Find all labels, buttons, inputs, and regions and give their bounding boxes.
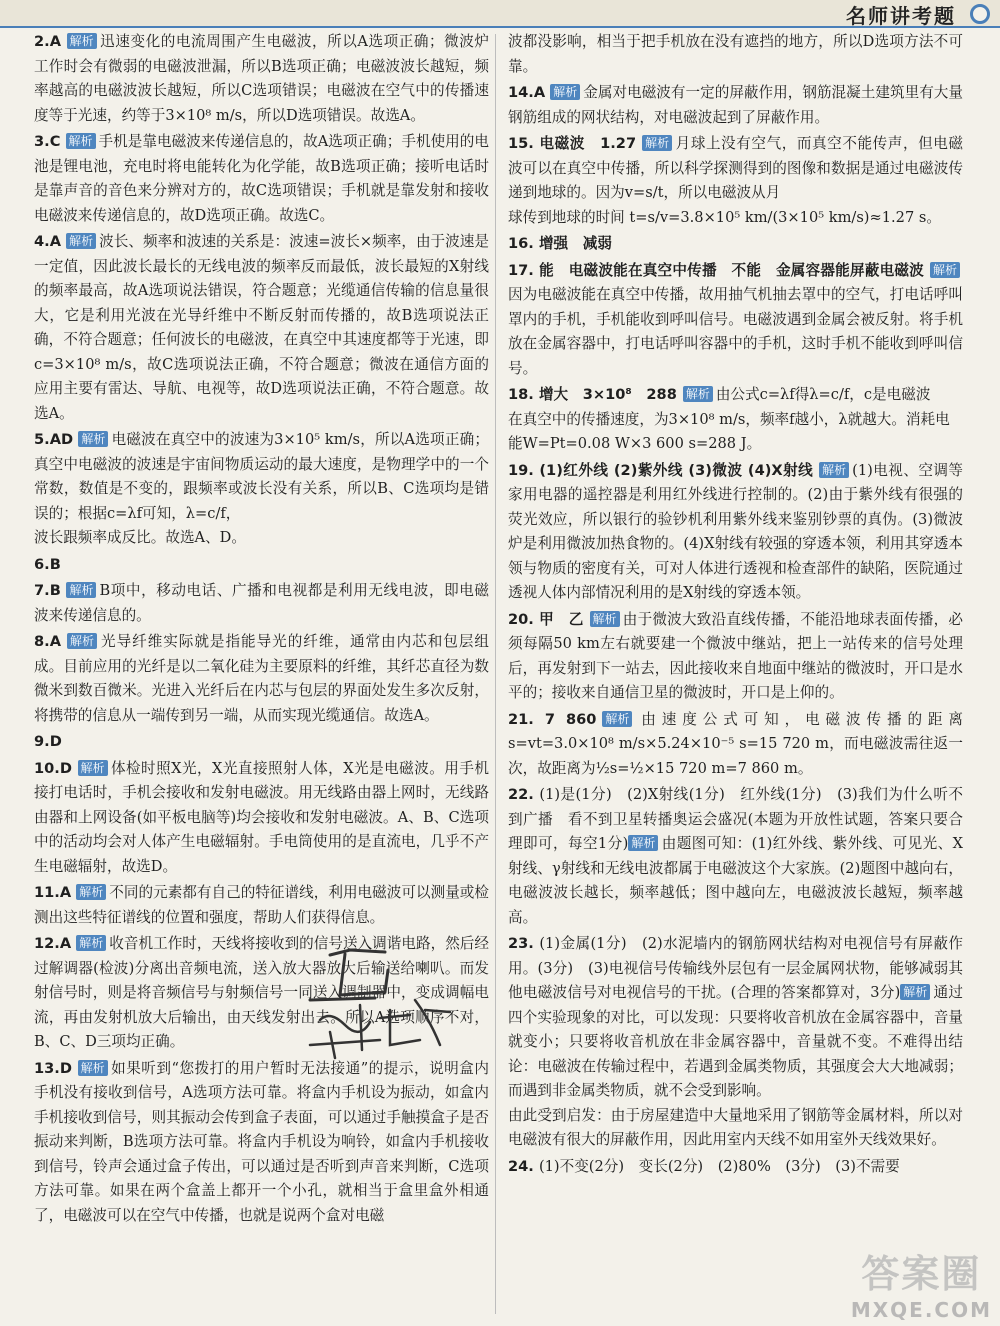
answer-item — [34, 428, 489, 551]
question-number: 11.A — [34, 884, 77, 901]
answer-text: (1)红外线 (2)紫外线 (3)微波 (4)X射线 — [539, 461, 814, 479]
explanation-text: 如果听到“您拨打的用户暂时无法接通”的提示，说明盒内手机没有接收到信号，A选项方法可靠。将盒内手机设为振动，如盒内手机接收到信号，则其振动会传到盒子表面，可以通过手触摸盒子是否振动来判断，B选项方法可靠。将盒内手机设为响铃，如盒内手机接收到信号，铃声会通过盒子传出，可以通过是否听到声音来判断，C选项方法可靠。如果在两个盒盖上都开一个小孔，就相当于盒里盒外相通了，电磁波可以在空气中传播，也就是说两个盒对电磁 — [34, 1059, 489, 1224]
question-number: 9.D — [34, 733, 62, 750]
analysis-tag: 解析 — [78, 431, 108, 447]
question-number: 14.A — [508, 84, 551, 101]
left-column — [34, 30, 489, 1230]
explanation-text: (1)不变(2分) 变长(2分) (2)80% (3分) (3)不需要 — [538, 1157, 900, 1175]
answer-text: 7 860 — [544, 710, 597, 728]
analysis-tag: 解析 — [76, 884, 106, 900]
analysis-tag: 解析 — [628, 835, 658, 851]
answer-item — [34, 230, 489, 426]
answer-item — [34, 130, 489, 228]
explanation-text: (1)是(1分) (2)X射线(1分) 红外线(1分) (3)我们为什么听不到广播 看不到卫星转播奥运会盛况(本题为开放性试题，答案只要合理即可，每空1分) — [508, 786, 963, 852]
question-number: 20. — [508, 610, 540, 628]
answer-text: 增大 3×10⁸ 288 — [538, 386, 677, 403]
question-number: 2.A — [34, 33, 67, 50]
answer-item — [34, 757, 489, 880]
answer-item — [34, 1057, 489, 1229]
analysis-tag: 解析 — [76, 935, 106, 951]
right-column — [508, 30, 963, 1181]
explanation-text: 通过四个实验现象的对比，可以发现：只要将收音机放在金属容器中，音量就变小；只要将收音机放在非金属容器中，音量就不变。不难得出结论：电磁波在传输过程中，若遇到金属类物质，其强度会大大地减弱；而遇到非金属类物质，就不会受到影响。 — [508, 984, 963, 1099]
question-number: 23. — [508, 935, 540, 952]
analysis-tag: 解析 — [78, 1060, 108, 1076]
answer-item — [34, 932, 489, 1055]
question-number: 15. — [508, 135, 540, 152]
answer-item — [508, 783, 963, 930]
question-number: 21. — [508, 710, 545, 728]
answer-text: 甲 乙 — [539, 610, 584, 628]
explanation-text: 体检时照X光，X光直接照射人体，X光是电磁波。用手机接打电话时，手机会接收和发射电磁波。用无线路由器上网时，无线路由器和上网设备(如平板电脑等)均会接收和发射电磁波。A、B、C选项中的活动均会对人体产生电磁辐射。手电筒使用的是直流电，几乎不产生电磁辐射，故选D。 — [34, 759, 489, 875]
question-number: 18. — [508, 386, 539, 403]
explanation-text: 由于微波大致沿直线传播，不能沿地球表面传播，必须每隔50 km左右就要建一个微波中继站，把上一站传来的信号处理后，再发射到下一站去，因此接收来自地面中继站的微波时，开口是水平的；接收来自通信卫星的微波时，开口是上仰的。 — [508, 610, 963, 701]
analysis-tag: 解析 — [66, 133, 96, 149]
answer-item — [508, 1155, 963, 1180]
explanation-text: 不同的元素都有自己的特征谱线，利用电磁波可以测量或检测出这些特征谱线的位置和强度，帮助人们获得信息。 — [34, 884, 489, 926]
question-number: 7.B — [34, 582, 67, 599]
answer-item — [34, 579, 489, 628]
explanation-text: 迅速变化的电流周围产生电磁波，所以A选项正确；微波炉工作时会有微弱的电磁波泄漏，所以B选项正确；电磁波波长越短，频率越高的电磁波波长越短，所以C选项错误；电磁波在空气中的传播速度等于光速，约等于3×10⁸ m/s，所以D选项错误。故选A。 — [34, 33, 490, 124]
question-number: 17. — [508, 261, 540, 279]
analysis-tag: 解析 — [550, 84, 580, 100]
analysis-tag: 解析 — [66, 233, 96, 249]
question-number: 3.C — [34, 133, 66, 150]
analysis-tag: 解析 — [642, 135, 672, 151]
question-number: 8.A — [34, 633, 68, 650]
analysis-tag: 解析 — [67, 33, 97, 49]
explanation-tail: 在真空中的传播速度，为3×10⁸ m/s，频率f越小，λ就越大。消耗电能W=Pt=0.08 W×3 600 s=288 J。 — [508, 410, 950, 452]
question-number: 6.B — [34, 555, 61, 573]
question-number: 4.A — [34, 233, 67, 250]
question-number: 12.A — [34, 935, 77, 952]
answer-item — [508, 232, 963, 257]
answer-text: 增强 减弱 — [538, 235, 612, 252]
explanation-text: 波长、频率和波速的关系是：波速=波长×频率，由于波速是一定值，因此波长最长的无线电波的频率反而最低，波长最短的X射线的频率最高，故A选项说法错误，符合题意；光缆通信传输的信息量很大，它是利用光波在光导纤维中不断反射而传播的，故B选项说法正确，不符合题意；任何波长的电磁波，在真空中其速度都等于光速，即c=3×10⁸ m/s，故C选项说法正确，不符合题意；微波在通信方面的应用主要有雷达、导航、电视等，故D选项说法正确，不符合题意。故选A。 — [34, 233, 489, 422]
answer-text: 能 电磁波能在真空中传播 不能 金属容器能屏蔽电磁波 — [539, 261, 924, 279]
answer-item — [508, 708, 963, 782]
answer-item — [508, 383, 963, 457]
answer-item — [508, 259, 963, 382]
explanation-text: 由公式c=λf得λ=c/f，c是电磁波 — [715, 386, 931, 403]
explanation-text: 手机是靠电磁波来传递信息的，故A选项正确；手机使用的电池是锂电池，充电时将电能转化为化学能，故B选项正确；接听电话时是靠声音的音色来分辨对方的，故C选项错误；手机就是靠发射和接收电磁波来传递信息的，故D选项正确。故选C。 — [34, 133, 489, 224]
answer-item — [508, 608, 963, 706]
answer-item — [508, 30, 963, 79]
series-title: 名师讲考题 — [846, 4, 956, 28]
analysis-tag: 解析 — [602, 711, 632, 727]
explanation-tail: 球传到地球的时间 t=s/v=3.8×10⁵ km/(3×10⁵ km/s)≈1.27 s。 — [508, 208, 941, 226]
explanation-text: 由题图可知：(1)红外线、紫外线、可见光、X射线、γ射线和无线电波都属于电磁波这个大家族。(2)题图中越向右，电磁波波长越长，频率越低；图中越向左，电磁波波长越短，频率越高。 — [508, 835, 963, 926]
analysis-tag: 解析 — [590, 611, 620, 627]
explanation-tail: 波长跟频率成反比。故选A、D。 — [34, 529, 246, 546]
question-number: 16. — [508, 235, 539, 252]
column-divider — [495, 34, 496, 1314]
answer-item — [34, 730, 489, 755]
answer-item — [34, 881, 489, 930]
analysis-tag: 解析 — [66, 582, 96, 598]
question-number: 19. — [508, 461, 540, 479]
analysis-tag: 解析 — [683, 386, 713, 402]
answer-text: 电磁波 1.27 — [539, 135, 637, 152]
answer-item — [508, 459, 963, 606]
explanation-text: 因为电磁波能在真空中传播，故用抽气机抽去罩中的空气，打电话呼叫罩内的手机，手机能收到呼叫信号。电磁波遇到金属会被反射。将手机放在金属容器中，打电话呼叫容器中的手机，这时手机不能收到呼叫信号。 — [508, 286, 963, 377]
question-number: 10.D — [34, 759, 78, 777]
answer-item — [34, 630, 489, 728]
answer-item — [508, 932, 963, 1153]
explanation-text: 月球上没有空气，而真空不能传声，但电磁波可以在真空中传播，所以科学探测得到的图像和数据是通过电磁波传递到地球的。因为v=s/t，所以电磁波从月 — [508, 135, 963, 201]
analysis-tag: 解析 — [930, 262, 960, 278]
page-dot-icon — [970, 4, 990, 24]
explanation-text: 由速度公式可知，电磁波传播的距离s=vt=3.0×10⁸ m/s×5.24×10⁻⁵ s=15 720 m，而电磁波需往返一次，故距离为½s=½×15 720 m=7 860 m。 — [508, 710, 963, 777]
answer-item — [508, 81, 963, 130]
explanation-text: (1)电视、空调等家用电器的遥控器是利用红外线进行控制的。(2)由于紫外线有很强的荧光效应，所以银行的验钞机利用紫外线来鉴别钞票的真伪。(3)微波炉是利用微波加热食物的。(4)X射线有较强的穿透本领，利用其穿透本领与物质的密度有关，可对人体进行透视和检查部件的缺陷，医院通过透视人体内部情况利用的是X射线的穿透本领。 — [508, 461, 963, 601]
explanation-text: 电磁波在真空中的波速为3×10⁵ km/s，所以A选项正确；真空中电磁波的波速是宇宙间物质运动的最大速度，是物理学中的一个常数，数值是不变的，跟频率或波长没有关系，所以B、C选项均是错误的；根据c=λf可知，λ=c/f， — [34, 431, 489, 522]
question-number: 13.D — [34, 1059, 78, 1077]
explanation-text: 收音机工作时，天线将接收到的信号送入调谐电路，然后经过解调器(检波)分离出音频电流，送入放大器放大后输送给喇叭。而发射信号时，则是将音频信号与射频信号一同送入调制器中，变成调幅电流，再由发射机放大后输出，由天线发射出去。所以A选项顺序不对，B、C、D三项均正确。 — [34, 935, 489, 1050]
answer-item — [508, 132, 963, 230]
answer-item — [34, 30, 489, 128]
explanation-text: 金属对电磁波有一定的屏蔽作用，钢筋混凝土建筑里有大量钢筋组成的网状结构，对电磁波起到了屏蔽作用。 — [508, 84, 963, 126]
analysis-tag: 解析 — [819, 462, 849, 478]
explanation-paragraph: 由此受到启发：由于房屋建造中大量地采用了钢筋等金属材料，所以对电磁波有很大的屏蔽作用，因此用室内天线不如用室外天线效果好。 — [508, 1106, 963, 1148]
watermark — [851, 1243, 992, 1322]
answer-item — [34, 553, 489, 578]
analysis-tag: 解析 — [78, 760, 108, 776]
question-number: 22. — [508, 786, 540, 803]
explanation-text: 光导纤维实际就是指能导光的纤维，通常由内芯和包层组成。目前应用的光纤是以二氧化硅为主要原料的纤维，其纤芯直径为数微米到数百微米。光进入光纤后在内芯与包层的界面处发生多次反射，将携带的信息从一端传到另一端，从而实现光缆通信。故选A。 — [34, 633, 489, 724]
explanation-text: 波都没影响，相当于把手机放在没有遮挡的地方，所以D选项方法不可靠。 — [508, 33, 963, 75]
question-number: 5.AD — [34, 431, 79, 448]
question-number: 24. — [508, 1157, 539, 1175]
explanation-text: B项中，移动电话、广播和电视都是利用无线电波，即电磁波来传递信息的。 — [34, 582, 489, 624]
analysis-tag: 解析 — [67, 633, 97, 649]
explanation-text: (1)金属(1分) (2)水泥墙内的钢筋网状结构对电视信号有屏蔽作用。(3分) (3)电视信号传输线外层包有一层金属网状物，能够减弱其他电磁波信号对电视信号的干扰。(合理的答案都算对，3分) — [508, 935, 963, 1001]
page-header-bar — [0, 0, 1000, 28]
watermark-line1: 答案圈 — [861, 1252, 982, 1296]
watermark-line2: MXQE.COM — [850, 1298, 992, 1322]
analysis-tag: 解析 — [900, 984, 930, 1000]
